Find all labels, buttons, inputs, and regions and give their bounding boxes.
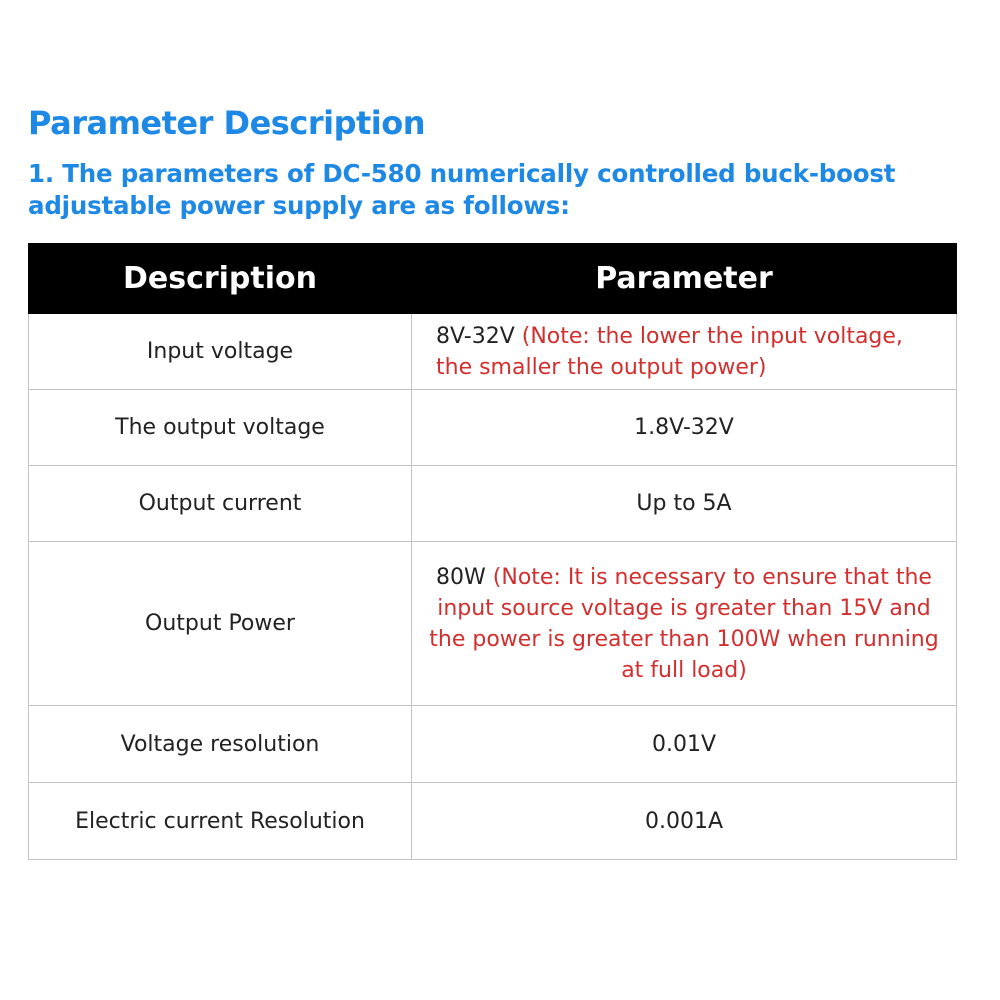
parameter-value: 0.001A: [644, 808, 724, 834]
column-header-parameter: Parameter: [412, 244, 957, 314]
row-description: Voltage resolution: [29, 706, 412, 783]
row-description: Electric current Resolution: [29, 783, 412, 860]
row-description: Output current: [29, 466, 412, 542]
row-parameter: [412, 314, 957, 390]
page-title: Parameter Description: [28, 104, 425, 142]
parameter-note: (Note: the lower the input voltage, the smaller the output power): [436, 323, 903, 380]
page-subtitle: 1. The parameters of DC-580 numerically controlled buck-boost adjustable power supply are as follows:: [28, 159, 896, 220]
row-description: The output voltage: [29, 390, 412, 466]
row-parameter: [412, 542, 957, 706]
table-row: [29, 390, 957, 466]
table-row: [29, 706, 957, 783]
table-row: [29, 783, 957, 860]
parameter-table: [28, 243, 957, 860]
column-header-description: Description: [29, 244, 412, 314]
row-parameter: [412, 783, 957, 860]
row-description: Output Power: [29, 542, 412, 706]
parameter-note: (Note: It is necessary to ensure that the input source voltage is greater than 15V and the power is greater than 100W when running at full load): [429, 564, 939, 683]
row-parameter: [412, 706, 957, 783]
row-parameter: [412, 390, 957, 466]
parameter-value: 80W: [436, 564, 486, 590]
parameter-value: 8V-32V: [436, 323, 515, 349]
table-row: [29, 466, 957, 542]
parameter-value: 1.8V-32V: [634, 415, 734, 440]
row-description: Input voltage: [29, 314, 412, 390]
table-row: [29, 314, 957, 390]
parameter-value: Up to 5A: [636, 491, 732, 516]
row-parameter: [412, 466, 957, 542]
parameter-value: 0.01V: [651, 731, 717, 757]
table-row: [29, 542, 957, 706]
table-header-row: [29, 244, 957, 314]
